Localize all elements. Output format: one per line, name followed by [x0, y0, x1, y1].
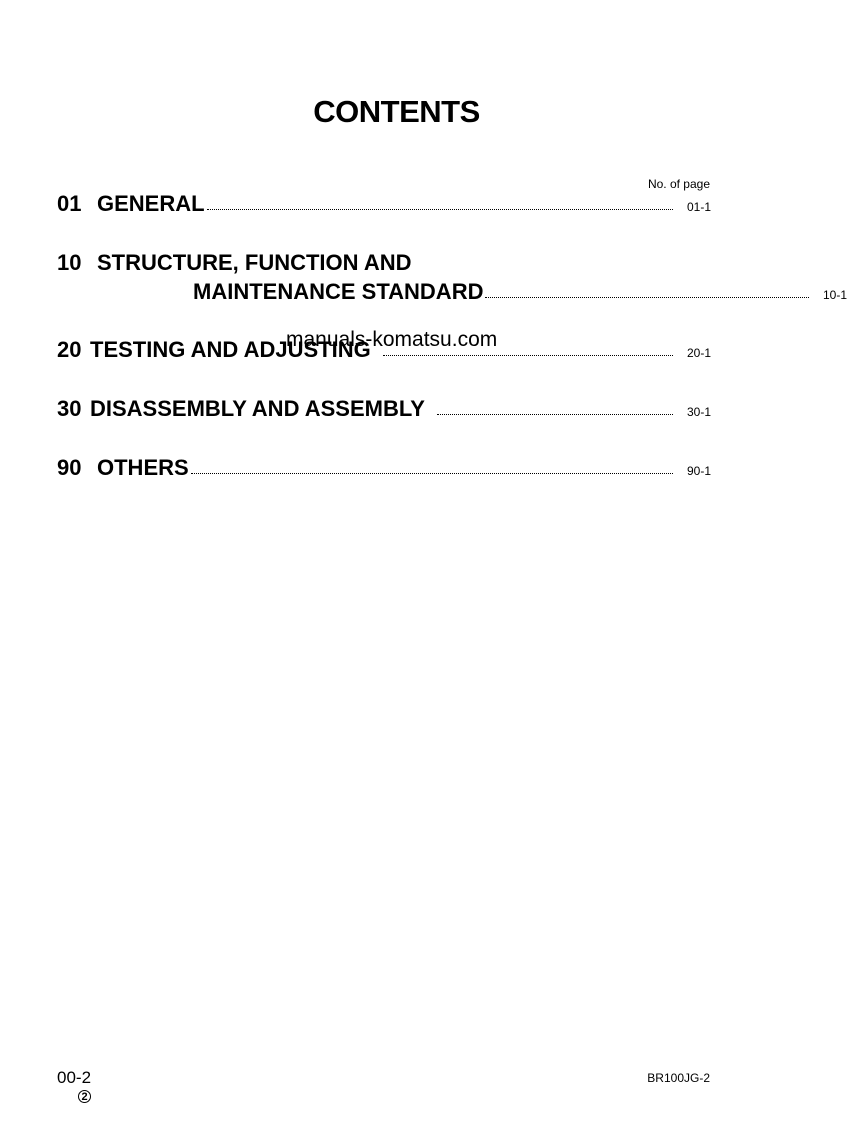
page-title: CONTENTS	[313, 94, 480, 129]
section-title-continued: MAINTENANCE STANDARD	[193, 279, 484, 304]
dot-leader	[437, 413, 673, 415]
section-number: 90	[57, 455, 82, 480]
toc-entry-title	[57, 191, 205, 217]
toc-line	[57, 250, 711, 276]
watermark-text: manuals-komatsu.com	[286, 328, 498, 351]
dot-leader	[383, 354, 673, 356]
toc-page-number: 10-1	[822, 288, 847, 302]
toc-page-number: 90-1	[686, 464, 711, 478]
footer-page-number: 00-2	[57, 1068, 92, 1087]
page-column-header: No. of page	[647, 177, 710, 191]
toc-line	[57, 191, 711, 217]
toc-line	[57, 279, 847, 305]
footer-document-code: BR100JG-2	[647, 1071, 710, 1085]
section-number: 20	[57, 337, 82, 362]
toc-entry-disassembly-assembly[interactable]	[57, 396, 711, 422]
section-title: OTHERS	[97, 455, 189, 480]
section-number: 30	[57, 396, 82, 421]
toc-entry-title	[57, 455, 189, 481]
dot-leader	[191, 472, 673, 474]
dot-leader	[485, 296, 809, 298]
revision-mark-icon: 2	[78, 1090, 91, 1103]
toc-page-number: 30-1	[686, 405, 711, 419]
toc-page-number: 20-1	[686, 346, 711, 360]
section-title: GENERAL	[97, 191, 205, 216]
section-title: STRUCTURE, FUNCTION AND	[97, 250, 412, 275]
toc-entry-title	[57, 396, 425, 422]
toc-page-number: 01-1	[686, 200, 711, 214]
section-title: DISASSEMBLY AND ASSEMBLY	[90, 396, 425, 421]
section-number: 10	[57, 250, 82, 275]
toc-entry-general[interactable]	[57, 191, 711, 217]
dot-leader	[207, 208, 673, 210]
section-number: 01	[57, 191, 82, 216]
toc-entry-title	[57, 250, 412, 276]
toc-line	[57, 455, 711, 481]
section-title: TESTING AND ADJUSTING	[90, 337, 371, 362]
toc-entry-others[interactable]	[57, 455, 711, 481]
toc-line	[57, 396, 711, 422]
toc-entry-structure-function[interactable]	[57, 250, 847, 305]
